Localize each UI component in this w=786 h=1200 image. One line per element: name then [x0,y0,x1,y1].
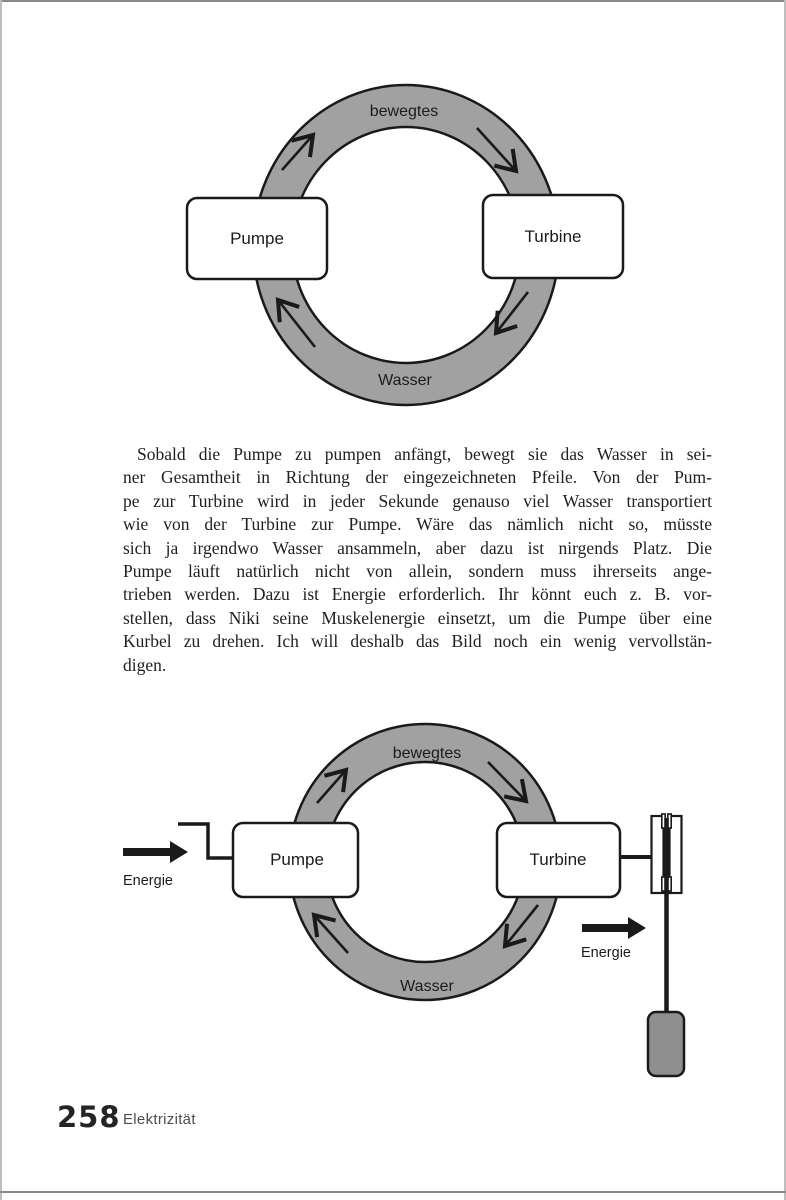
paragraph-line: sich ja irgendwo Wasser ansammeln, aber dazu ist nirgends Platz. Die [123,537,712,558]
weight-block [648,1012,684,1076]
pump-box-label: Pumpe [270,850,324,869]
paragraph-line: Pumpe läuft natürlich nicht von allein, sondern muss ihrerseits ange- [123,560,712,581]
paragraph-line: pe zur Turbine wird in jeder Sekunde genauso viel Wasser transportiert [123,490,712,511]
pump-turbine-cycle-diagram [0,75,786,420]
paragraph-line: ner Gesamtheit in Richtung der eingezeichneten Pfeile. Von der Pum- [123,467,712,488]
ring-label-bottom: Wasser [378,372,432,389]
paragraph-line: Kurbel zu drehen. Ich will deshalb das Bild noch ein wenig vervollstän- [123,631,712,652]
paragraph-line: wie von der Turbine zur Pumpe. Wäre das nämlich nicht so, müsste [123,514,712,535]
page-number: 258 [57,1100,121,1134]
paragraph-line: digen. [123,654,167,675]
ring-label-bottom: Wasser [400,978,454,995]
turbine-box-label: Turbine [524,227,582,246]
ring-label-top: bewegtes [392,745,462,762]
energy-in-label: Energie [123,873,173,889]
energy-out-arrow-icon [582,917,646,939]
chapter-title: Elektrizität [123,1111,196,1128]
energy-in-arrow-icon [123,841,188,863]
paragraph-line: stellen, dass Niki seine Muskelenergie einsetzt, um die Pumpe über eine [123,607,712,628]
page-edge-top [0,0,786,2]
ring-label-top: bewegtes [369,103,439,120]
paragraph-line: Sobald die Pumpe zu pumpen anfängt, bewegt sie das Wasser in sei- [137,444,712,464]
pump-turbine-energy-diagram [0,700,786,1100]
energy-out-label: Energie [581,945,631,961]
turbine-box-label: Turbine [529,850,587,869]
paragraph-line: trieben werden. Dazu ist Energie erforderlich. Ihr könnt euch z. B. vor- [123,584,712,605]
body-paragraph [123,443,712,677]
page-edge-bottom [0,1191,786,1193]
pump-box-label: Pumpe [230,229,284,248]
